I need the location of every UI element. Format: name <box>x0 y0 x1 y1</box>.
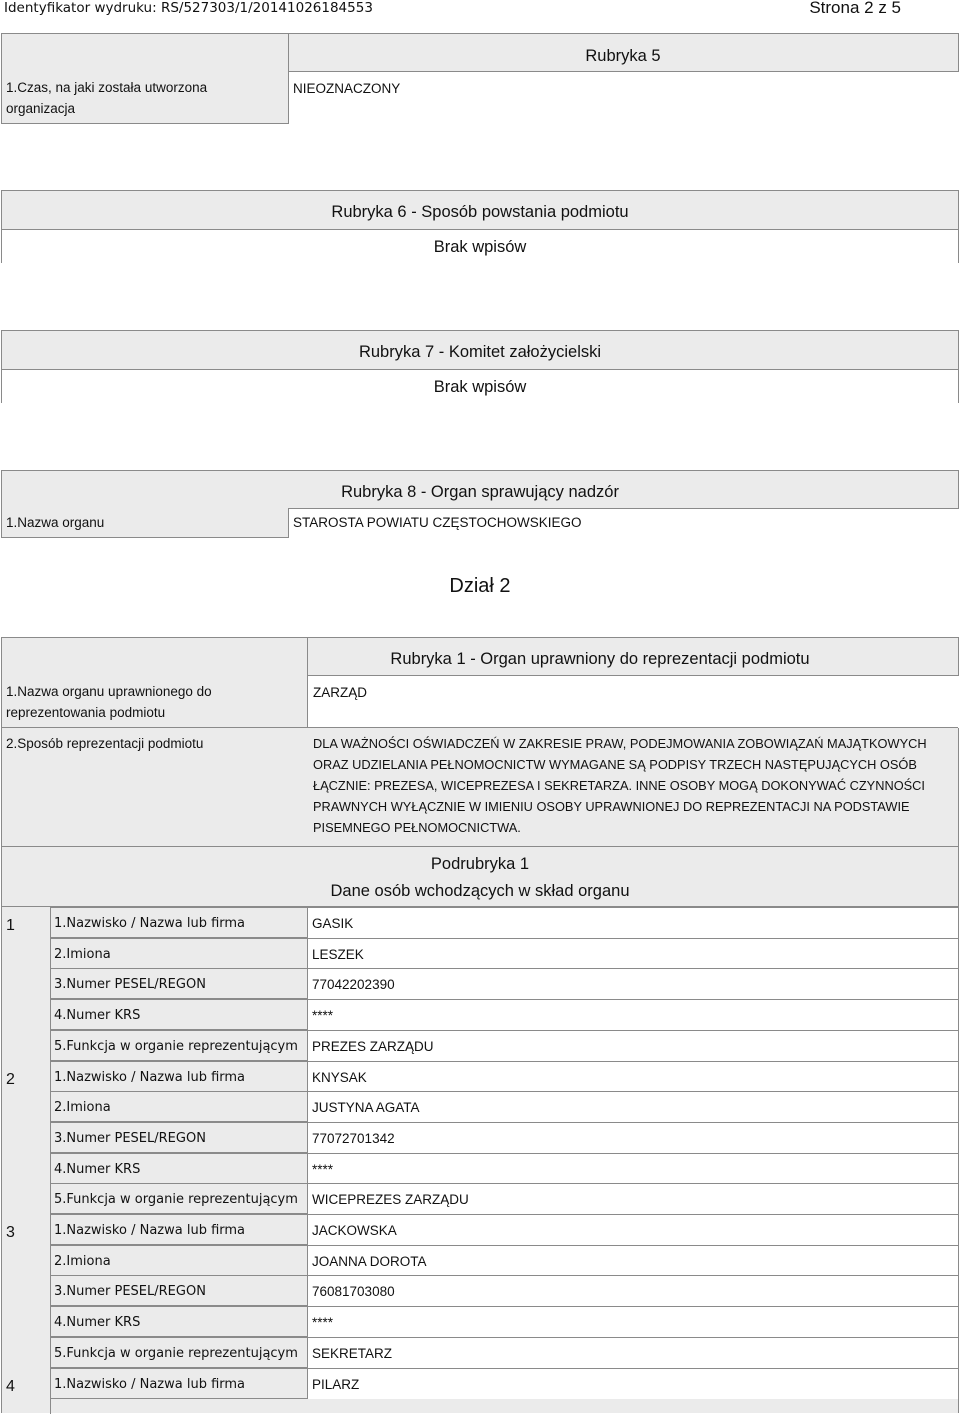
field-label: 3.Numer PESEL/REGON <box>54 1284 206 1300</box>
rubryka5-section <box>1 33 959 124</box>
field-value: KNYSAK <box>312 1069 367 1085</box>
person-field-row <box>50 968 958 999</box>
value-cell <box>307 908 958 938</box>
field-label: 1.Nazwisko / Nazwa lub firma <box>54 1069 246 1085</box>
field-label: 3.Numer PESEL/REGON <box>54 1130 206 1146</box>
value-cell <box>307 1338 958 1368</box>
field-label: 2.Imiona <box>54 946 111 962</box>
person-field-row <box>50 1153 958 1184</box>
field-label: 2.Imiona <box>54 1253 111 1269</box>
person-field-row <box>50 1245 958 1276</box>
field-label: 5.Funkcja w organie reprezentującym <box>54 1038 298 1054</box>
rubryka8-section <box>1 470 959 538</box>
field-value: PILARZ <box>312 1376 360 1392</box>
field-label: 4.Numer KRS <box>54 1008 141 1024</box>
value-cell <box>307 939 958 969</box>
person-field-row <box>50 999 958 1030</box>
divider <box>2 727 958 728</box>
field-label: 1.Czas, na jaki została utworzona organizacja <box>6 80 208 116</box>
section-title: Rubryka 1 - Organ uprawniony do reprezentacji podmiotu <box>390 650 810 668</box>
field-label: 2.Imiona <box>54 1100 111 1116</box>
field-value: 77042202390 <box>312 977 395 993</box>
person-field-row <box>50 1368 958 1399</box>
person-field-row <box>50 1183 958 1214</box>
field-value: **** <box>312 1008 334 1024</box>
section-title: Rubryka 6 - Sposób powstania podmiotu <box>331 203 629 221</box>
field-label: 4.Numer KRS <box>54 1315 141 1331</box>
field-value: **** <box>312 1161 334 1177</box>
empty-notice: Brak wpisów <box>433 378 527 396</box>
field-label: 4.Numer KRS <box>54 1161 141 1177</box>
field-label: 1.Nazwisko / Nazwa lub firma <box>54 916 246 931</box>
field-label: 1.Nazwisko / Nazwa lub firma <box>54 1223 246 1238</box>
field-value: LESZEK <box>312 946 364 962</box>
person-field-row <box>50 1122 958 1153</box>
field-value: 76081703080 <box>312 1284 395 1300</box>
rubryka7-section <box>1 330 959 403</box>
person-number: 3 <box>6 1224 15 1241</box>
value-cell <box>307 1307 958 1337</box>
page-number: Strona 2 z 5 <box>809 0 901 17</box>
person-field-row <box>50 1061 958 1092</box>
field-value: PREZES ZARZĄDU <box>312 1038 434 1054</box>
person-field-row <box>50 1214 958 1245</box>
field-value: WICEPREZES ZARZĄDU <box>312 1192 469 1208</box>
field-value: SEKRETARZ <box>312 1345 393 1361</box>
field-value: JACKOWSKA <box>312 1223 397 1238</box>
field-value: JOANNA DOROTA <box>312 1253 427 1269</box>
field-label: 1.Nazwa organu <box>6 515 105 530</box>
value-cell <box>307 1000 958 1030</box>
person-number: 4 <box>6 1377 15 1395</box>
value-cell <box>307 1215 958 1245</box>
field-value: 77072701342 <box>312 1130 395 1146</box>
value-cell <box>307 1369 958 1399</box>
person-number: 2 <box>6 1070 15 1088</box>
person-field-row <box>50 938 958 969</box>
field-value: ZARZĄD <box>313 685 367 700</box>
empty-notice: Brak wpisów <box>433 238 527 256</box>
person-field-row <box>50 1030 958 1061</box>
field-label: 2.Sposób reprezentacji podmiotu <box>6 736 204 751</box>
person-field-row <box>50 1337 958 1368</box>
person-field-row <box>50 907 958 938</box>
field-value: JUSTYNA AGATA <box>312 1100 420 1116</box>
person-field-row <box>50 1091 958 1122</box>
value-cell <box>307 969 958 999</box>
rubryka6-section <box>1 190 959 263</box>
field-label: 3.Numer PESEL/REGON <box>54 977 206 993</box>
person-field-row <box>50 1275 958 1306</box>
field-label: 1.Nazwisko / Nazwa lub firma <box>54 1376 246 1392</box>
field-label: 5.Funkcja w organie reprezentującym <box>54 1192 298 1208</box>
section-title: Rubryka 8 - Organ sprawujący nadzór <box>341 483 619 501</box>
subsection-title: Podrubryka 1 <box>430 855 530 873</box>
section-title: Rubryka 5 <box>585 47 661 65</box>
field-value: NIEOZNACZONY <box>293 81 401 96</box>
value-cell <box>307 1154 958 1184</box>
field-label: 5.Funkcja w organie reprezentującym <box>54 1345 298 1361</box>
value-cell <box>307 1123 958 1153</box>
field-value: DLA WAŻNOŚCI OŚWIADCZEŃ W ZAKRESIE PRAW, PODEJMOWANIA ZOBOWIĄZAŃ MAJĄTKOWYCH ORAZ UDZIELANIA PEŁNOMOCNICTW WYMAGANE SĄ PODPISY TRZECH NASTĘPUJĄCYCH OSÓB ŁĄCZNIE: PREZESA, WICEPREZESA I SEKRETARZA. INNE OSOBY MOGĄ DOKONYWAĆ CZYNNOŚCI PRAWNYCH WYŁĄCZNIE W IMIENIU OSOBY UPRAWNIONEJ DO REPREZENTACJI NA PODSTAWIE PISEMNEGO PEŁNOMOCNICTWA. <box>313 736 927 835</box>
rubryka1-section <box>1 637 959 847</box>
person-number: 1 <box>6 917 15 934</box>
print-identifier: Identyfikator wydruku: RS/527303/1/20141026184553 <box>4 0 373 16</box>
person-field-row <box>50 1306 958 1337</box>
value-cell <box>307 1276 958 1306</box>
field-value: **** <box>312 1315 334 1331</box>
value-cell <box>307 1062 958 1092</box>
dzial-title: Dział 2 <box>449 575 511 597</box>
value-cell <box>307 675 959 728</box>
subsection-subtitle: Dane osób wchodzących w skład organu <box>330 882 630 900</box>
field-value: GASIK <box>312 916 354 931</box>
field-label: 1.Nazwa organu uprawnionego do reprezentowania podmiotu <box>6 684 212 720</box>
field-value: STAROSTA POWIATU CZĘSTOCHOWSKIEGO <box>293 515 582 530</box>
section-title: Rubryka 7 - Komitet założycielski <box>358 343 602 361</box>
